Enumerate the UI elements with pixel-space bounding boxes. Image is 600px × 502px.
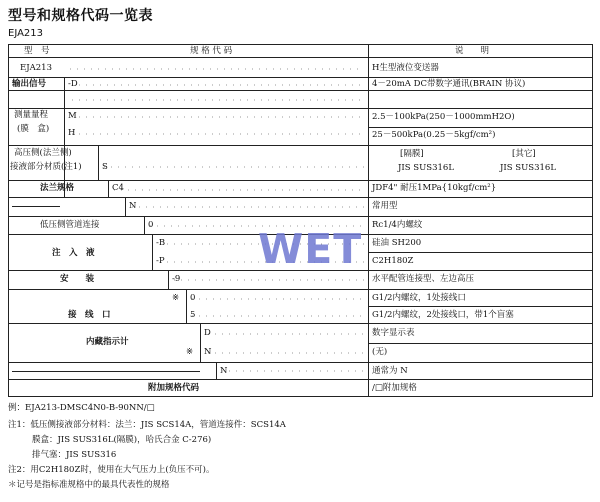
- conduit-label: 接 线 口: [68, 310, 111, 320]
- range-label-a: 测量量程: [14, 110, 49, 120]
- header-model: 型 号: [24, 46, 50, 56]
- page-title: 型号和规格代码一览表: [8, 8, 153, 24]
- option-label: 附加规格代码: [148, 383, 200, 393]
- note1-c: 排气塞：JIS SUS316: [32, 450, 117, 460]
- fill-code-p: -P: [156, 256, 165, 266]
- low-side-label: 低压侧管道连接: [40, 220, 100, 230]
- indicator-label: 内藏指示计: [86, 337, 129, 347]
- model-number: EJA213: [8, 28, 44, 39]
- row6-code: N: [129, 201, 137, 211]
- conduit-desc-5: G1/2内螺纹，2处接线口，带1个盲塞: [372, 310, 514, 320]
- indicator-desc-n: (无): [372, 347, 388, 357]
- flange-label: 法兰规格: [40, 183, 75, 193]
- row12-code: N: [220, 366, 228, 376]
- output-signal-label: 输出信号: [12, 79, 47, 89]
- mounting-code: -9: [172, 274, 181, 284]
- indicator-code-d: D: [204, 328, 211, 338]
- conduit-code-0: 0: [190, 293, 196, 303]
- note2: 注2：用C2H180Z时，使用在大气压力上(负压不可)。: [8, 465, 215, 475]
- output-signal-desc: 4－20mA DC带数字通讯(BRAIN 协议): [372, 79, 526, 89]
- range-code-m: M: [68, 111, 77, 121]
- range-code-h: H: [68, 128, 76, 138]
- mounting-label: 安 装: [60, 274, 95, 284]
- wetted-label-a: 高压侧(法兰侧): [14, 148, 72, 158]
- conduit-desc-0: G1/2内螺纹，1处接线口: [372, 293, 466, 303]
- fill-code-b: -B: [156, 238, 166, 248]
- fill-fluid-label: 注 入 液: [52, 248, 95, 258]
- fill-desc-p: C2H180Z: [372, 256, 414, 266]
- star-note: ＊记号是指标准规格中的最具代表性的规格: [8, 480, 170, 490]
- indicator-star: ※: [186, 347, 194, 357]
- row-model-desc: H生型液位变送器: [372, 63, 439, 73]
- option-desc: /□附加规格: [372, 383, 417, 393]
- indicator-code-n: N: [204, 347, 212, 357]
- note1-b: 膜盒：JIS SUS316L(隔膜)，哈氏合金 C-276): [32, 435, 212, 445]
- mounting-desc: 水平配管连接型、左边高压: [372, 274, 475, 284]
- flange-code: C4: [112, 183, 124, 193]
- wetted-label-b: 接液部分材质(注1): [10, 162, 82, 172]
- row12-desc: 通常为 N: [372, 366, 408, 376]
- wetted-desc-d: JIS SUS316L: [500, 163, 556, 173]
- wetted-desc-other: [其它]: [512, 149, 536, 159]
- fill-desc-b: 硅油 SH200: [372, 238, 422, 248]
- conduit-code-5: 5: [190, 310, 196, 320]
- range-desc-h: 25－500kPa(0.25－5kgf/cm²): [372, 130, 496, 140]
- conduit-star: ※: [172, 293, 180, 303]
- wetted-desc-diaphragm: [隔膜]: [400, 149, 424, 159]
- indicator-desc-d: 数字显示表: [372, 328, 415, 338]
- note1-a: 注1：低压侧接液部分材料：法兰：JIS SCS14A，管道连接件：SCS14A: [8, 420, 286, 430]
- note-example: 例：EJA213-DMSC4N0-B-90NN/□: [8, 403, 155, 413]
- wetted-code: S: [102, 162, 108, 172]
- flange-desc: JDF4" 耐压1MPa{10kgf/cm²}: [372, 183, 497, 193]
- output-signal-code: -D: [68, 79, 78, 89]
- watermark-logo: WET: [258, 225, 363, 273]
- range-label-b: (膜 盒): [17, 124, 50, 134]
- header-desc: 说 明: [455, 46, 490, 56]
- row-model-label: EJA213: [20, 63, 52, 73]
- range-desc-m: 2.5－100kPa(250－1000mmH2O): [372, 112, 515, 122]
- low-side-code: 0: [148, 220, 154, 230]
- row6-desc: 常用型: [372, 201, 398, 211]
- wetted-desc-c: JIS SUS316L: [398, 163, 454, 173]
- low-side-desc: Rc1/4内螺纹: [372, 220, 423, 230]
- header-code: 规 格 代 码: [190, 46, 233, 56]
